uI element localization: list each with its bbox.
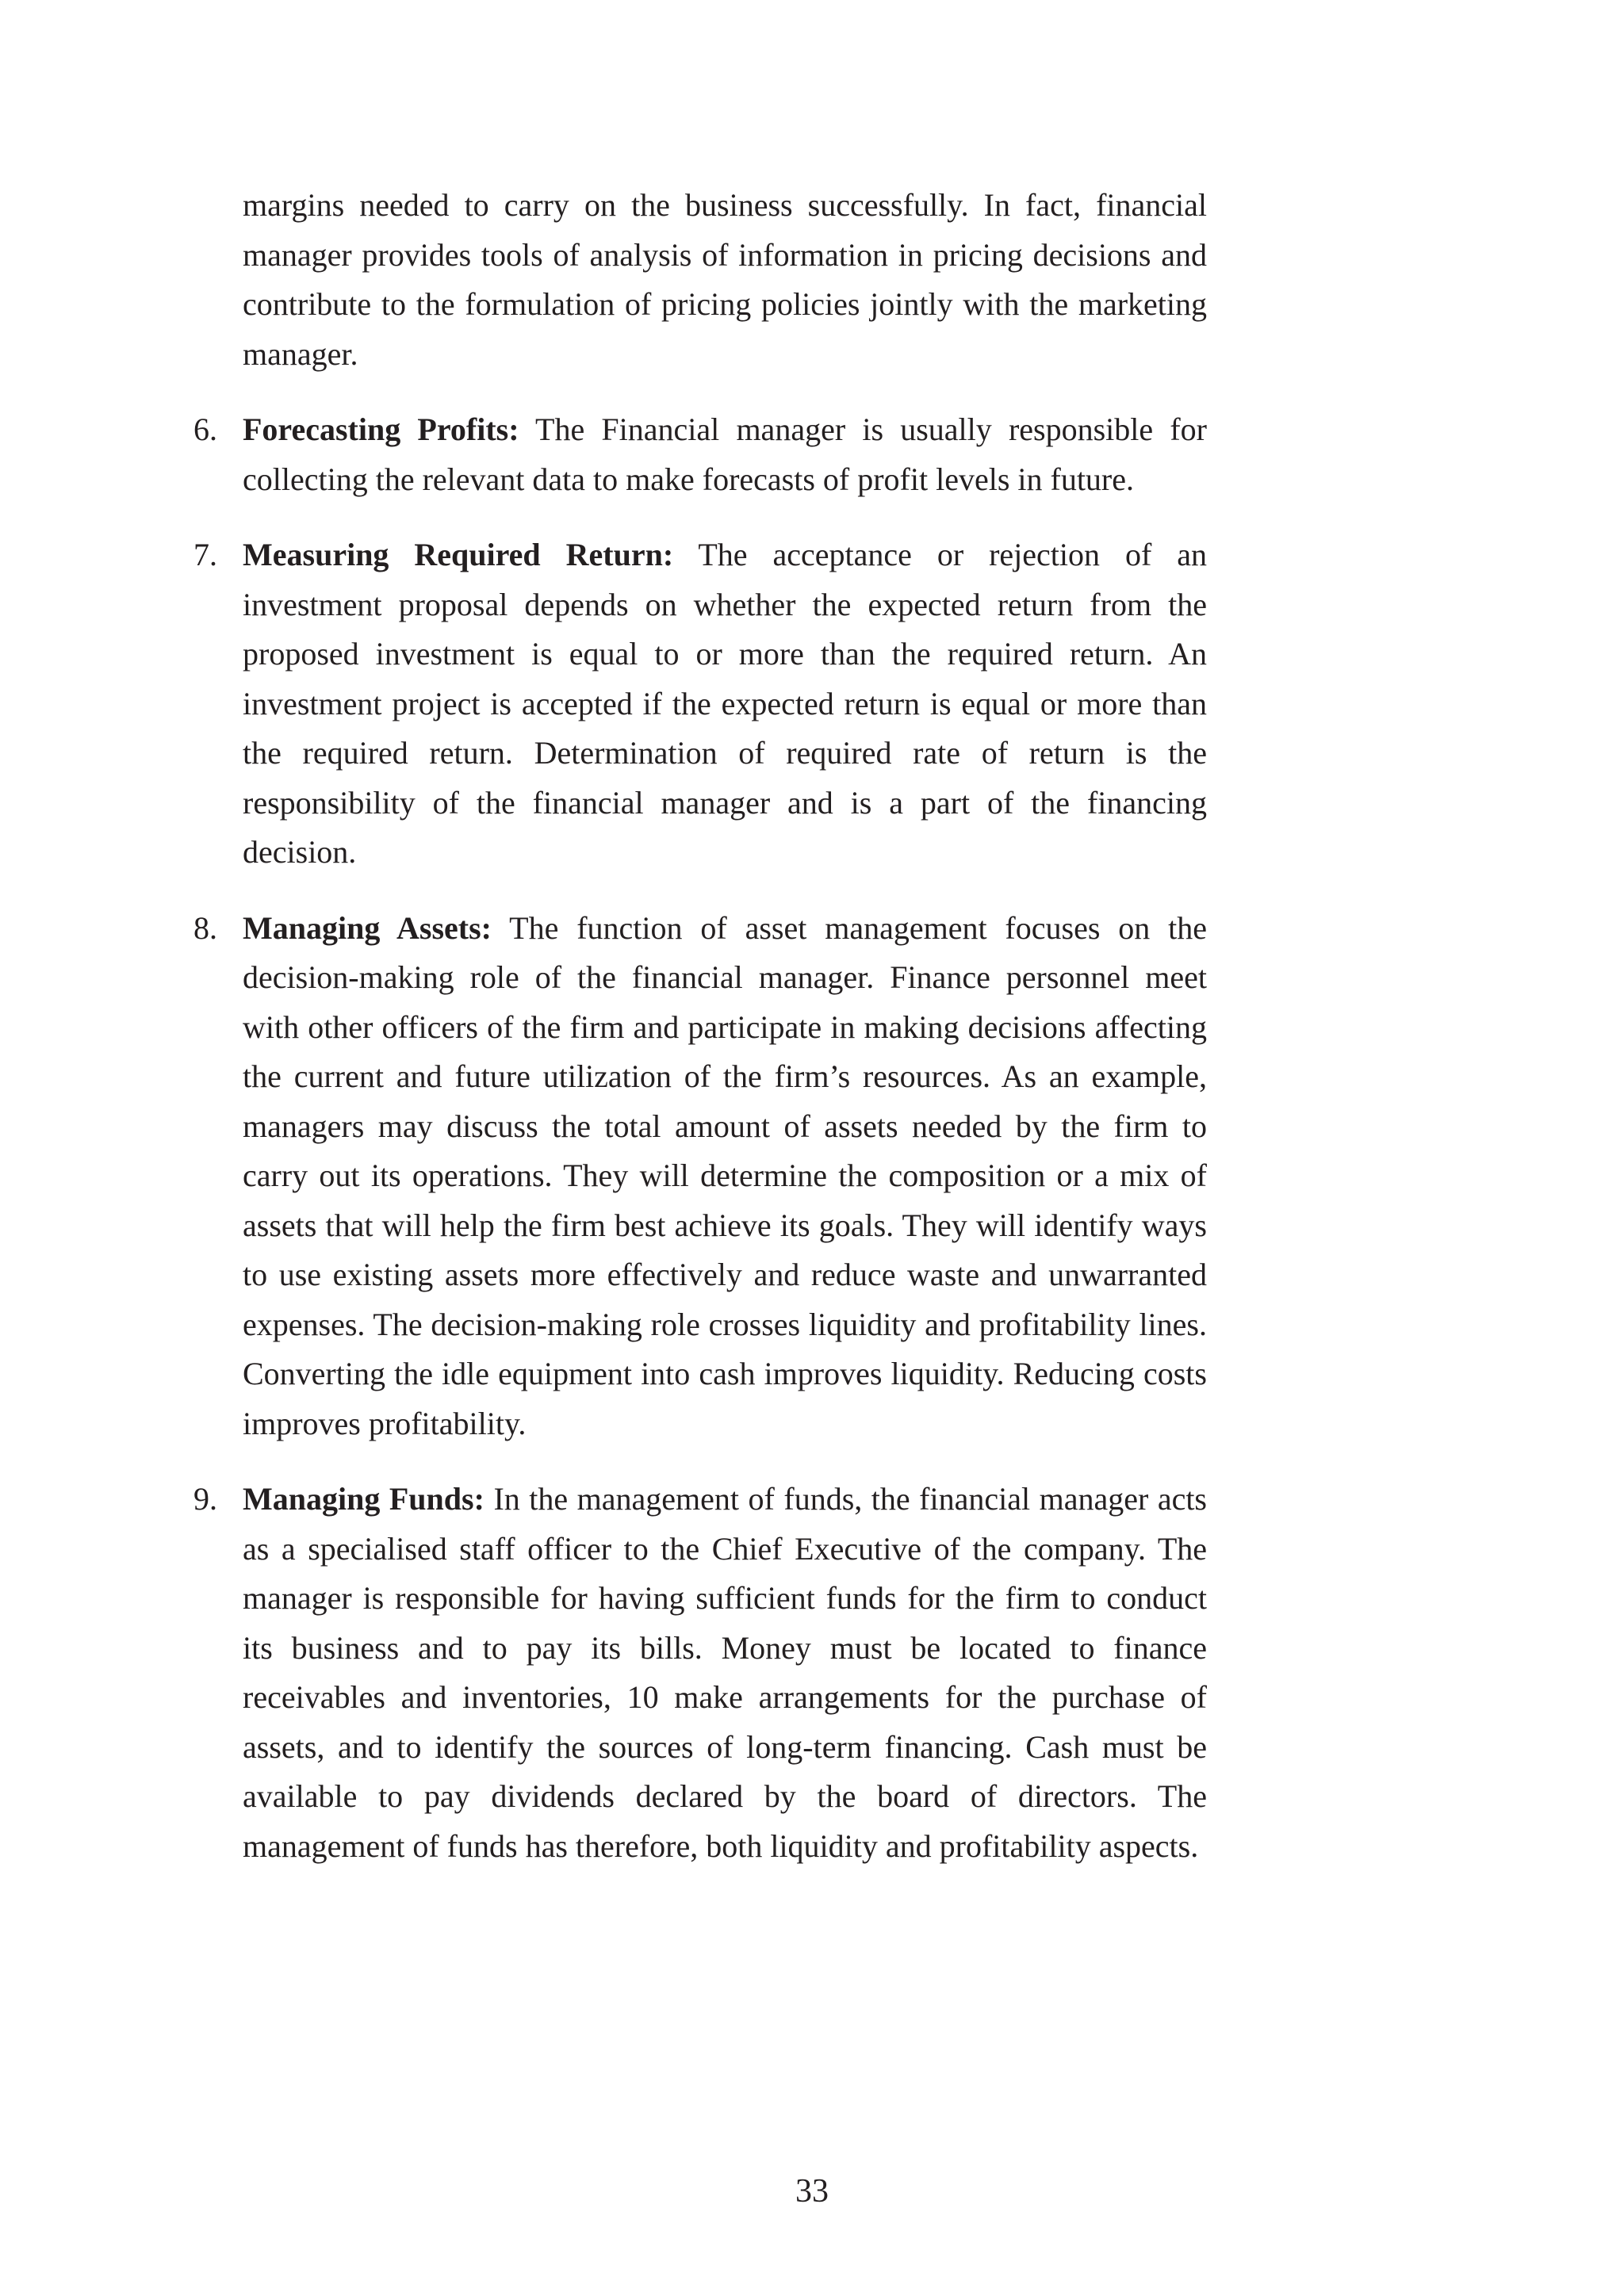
page-number: 33: [795, 2173, 829, 2210]
item-text: In the management of funds, the financial manager acts as a specialised staff officer to the Chief Executive of the company. The manager is responsible for having sufficient funds for the firm to conduct its business and to pay its bills. Money must be located to finance receivables and inventories, 10 make arrangements for the purchase of assets, and to identify the sources of long-term financing. Cash must be available to pay dividends declared by the board of directors. The management of funds has therefore, both liquidity and profitability aspects.: [243, 1481, 1207, 1864]
item-heading: Measuring Required Return:: [243, 537, 674, 572]
item-number: 6.: [193, 411, 217, 447]
item-heading: Managing Funds:: [243, 1481, 485, 1517]
list-item-managing-funds: [193, 1475, 1207, 1871]
item-number: 7.: [193, 537, 217, 572]
list-item-managing-assets: [193, 904, 1207, 1449]
list-item-measuring-required-return: [193, 530, 1207, 878]
intro-paragraph: margins needed to carry on the business successfully. In fact, financial manager provides tools of analysis of information in pricing decisions and contribute to the formulation of pricing policies jointly with the marketing manager.: [243, 187, 1207, 372]
list-item-forecasting-profits: [193, 405, 1208, 504]
item-text: The Financial manager is usually responsible for collecting the relevant data to make forecasts of profit levels in future.: [243, 411, 1208, 497]
item-heading: Managing Assets:: [243, 909, 492, 946]
item-number: 9.: [193, 1481, 217, 1517]
item-text: The acceptance or rejection of an investment proposal depends on whether the expected return from the proposed investment is equal to or more than the required return. An investment project is accepted if the expected return is equal or more than the required return. Determination of required rate of return is the responsibility of the financial manager and is a part of the financing decision.: [243, 537, 1207, 870]
item-number: 8.: [193, 909, 217, 946]
item-heading: Forecasting Profits:: [243, 411, 519, 447]
body-text: [193, 181, 1208, 1871]
item-text: The function of asset management focuses on the decision-making role of the financial manager. Finance personnel meet with other officers of the firm and participate in making decisions affecting the current and future utilization of the firm’s resources. As an example, managers may discuss the total amount of assets needed by the firm to carry out its operations. They will determine the composition or a mix of assets that will help the firm best achieve its goals. They will identify ways to use existing assets more effectively and reduce waste and unwarranted expenses. The decision-making role crosses liquidity and profitability lines. Converting the idle equipment into cash improves liquidity. Reducing costs improves profitability.: [243, 909, 1207, 1441]
